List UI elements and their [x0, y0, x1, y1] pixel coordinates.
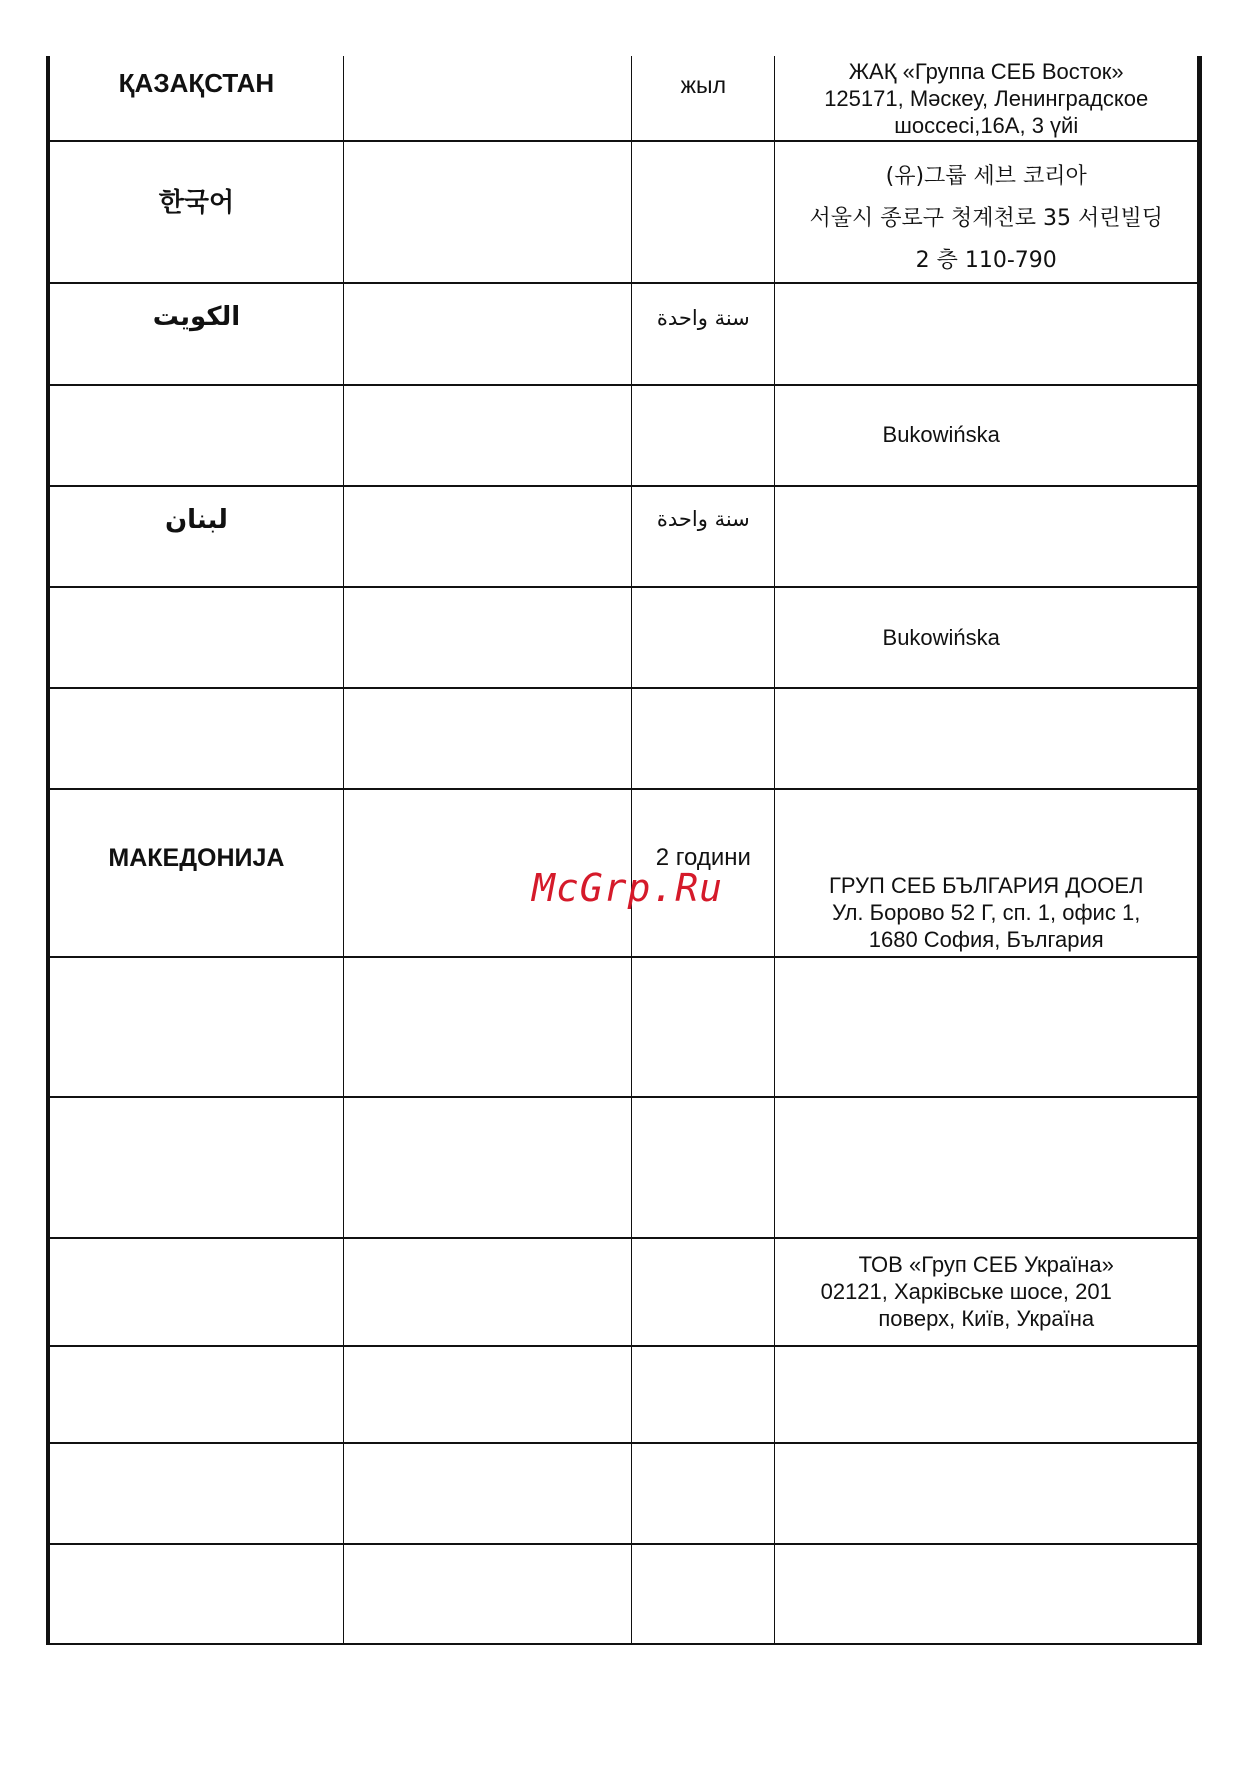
model-cell — [343, 141, 631, 283]
model-cell — [343, 957, 631, 1097]
address-cell — [775, 486, 1200, 587]
model-cell — [343, 1346, 631, 1443]
table-row — [48, 1443, 1200, 1544]
country-cell — [48, 1544, 343, 1644]
country-name: لبنان — [164, 505, 228, 535]
country-cell — [48, 587, 343, 688]
model-cell — [343, 283, 631, 385]
table-row — [48, 587, 1200, 688]
period-cell — [632, 486, 775, 587]
address-line: (유)그룹 세브 코리아 — [885, 164, 1087, 189]
period-cell — [632, 385, 775, 486]
address-line: 1680 София, България — [868, 927, 1104, 952]
table-row — [48, 1238, 1200, 1346]
address-cell — [775, 688, 1200, 789]
address-line: ТОВ «Груп СЕБ Україна» — [858, 1252, 1114, 1277]
address-cell — [775, 385, 1200, 486]
address-cell — [775, 283, 1200, 385]
table-row — [48, 385, 1200, 486]
table-row — [48, 141, 1200, 283]
address-cell — [775, 141, 1200, 283]
period-cell — [632, 1443, 775, 1544]
table-row — [48, 283, 1200, 385]
country-cell — [48, 141, 343, 283]
model-cell — [343, 587, 631, 688]
address-line: шоссесі,16А, 3 үйі — [894, 113, 1079, 138]
address-cell — [775, 56, 1200, 141]
period-cell — [632, 1544, 775, 1644]
country-cell — [48, 283, 343, 385]
period-cell — [632, 688, 775, 789]
model-cell — [343, 1238, 631, 1346]
warranty-table — [46, 56, 1202, 1645]
period-cell — [632, 587, 775, 688]
warranty-period: жыл — [680, 72, 726, 98]
address-line: 02121, Харківське шосе, 201 — [820, 1279, 1112, 1304]
address-cell — [775, 1346, 1200, 1443]
address-line: ГРУП СЕБ БЪЛГАРИЯ ДООЕЛ — [828, 873, 1144, 898]
model-cell — [343, 56, 631, 141]
model-cell — [343, 486, 631, 587]
period-cell — [632, 283, 775, 385]
period-cell — [632, 1238, 775, 1346]
table-row — [48, 957, 1200, 1097]
warranty-period: 2 години — [655, 844, 751, 871]
period-cell — [632, 141, 775, 283]
period-cell — [632, 56, 775, 141]
country-name: الكويت — [152, 302, 241, 332]
model-cell — [343, 1544, 631, 1644]
address-line: поверх, Київ, Україна — [878, 1306, 1095, 1331]
table-row — [48, 56, 1200, 141]
address-cell — [775, 587, 1200, 688]
country-name: МАКЕДОНИЈА — [108, 844, 285, 872]
period-cell — [632, 1097, 775, 1238]
table-row — [48, 486, 1200, 587]
country-cell — [48, 688, 343, 789]
period-cell — [632, 1346, 775, 1443]
country-cell — [48, 1346, 343, 1443]
period-cell — [632, 957, 775, 1097]
country-cell — [48, 385, 343, 486]
model-cell — [343, 688, 631, 789]
country-cell — [48, 1443, 343, 1544]
model-cell — [343, 1097, 631, 1238]
address-cell — [775, 1238, 1200, 1346]
table-row — [48, 1346, 1200, 1443]
country-cell — [48, 56, 343, 141]
country-cell — [48, 1097, 343, 1238]
country-cell — [48, 486, 343, 587]
address-cell — [775, 1544, 1200, 1644]
country-cell — [48, 957, 343, 1097]
address-line: Ул. Борово 52 Г, сп. 1, офис 1, — [832, 900, 1141, 925]
address-cell — [775, 957, 1200, 1097]
address-cell — [775, 1097, 1200, 1238]
country-cell — [48, 1238, 343, 1346]
address-cell — [775, 1443, 1200, 1544]
model-cell — [343, 1443, 631, 1544]
address-line: 125171, Мәскеу, Ленинградское — [824, 86, 1149, 111]
address-line: 서울시 종로구 청계천로 35 서린빌딩 — [809, 206, 1163, 231]
warranty-period: سنة واحدة — [656, 507, 750, 531]
address-line: Bukowińska — [882, 422, 1000, 447]
table-row — [48, 688, 1200, 789]
address-line: ЖАҚ «Группа СЕБ Восток» — [848, 59, 1124, 84]
table-row — [48, 1544, 1200, 1644]
country-cell — [48, 789, 343, 957]
address-line: 2 층 110-790 — [915, 248, 1057, 273]
watermark: McGrp.Ru — [532, 866, 724, 910]
country-name: 한국어 — [158, 188, 235, 218]
model-cell — [343, 385, 631, 486]
country-name: ҚАЗАҚСТАН — [118, 68, 275, 98]
address-line: Bukowińska — [882, 625, 1000, 650]
table-row — [48, 1097, 1200, 1238]
address-cell — [775, 789, 1200, 957]
warranty-period: سنة واحدة — [656, 306, 750, 330]
